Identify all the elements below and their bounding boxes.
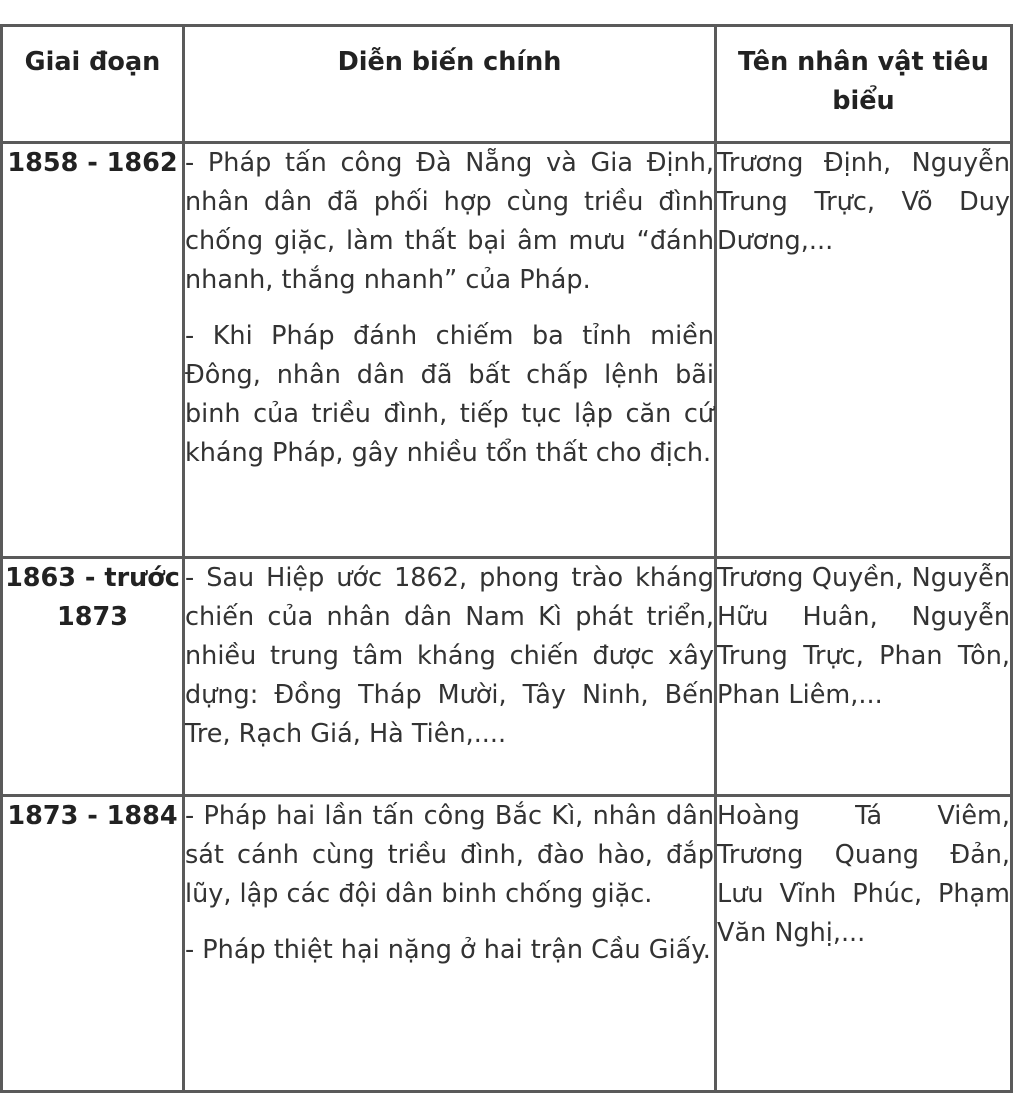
people-text: Hoàng Tá Viêm, Trương Quang Đản, Lưu Vĩnh Phúc, Phạm Văn Nghị,... [717, 801, 1010, 948]
events-cell [184, 558, 716, 796]
table-row [2, 796, 1012, 1092]
event-paragraph: - Pháp hai lần tấn công Bắc Kì, nhân dân sát cánh cùng triều đình, đào hào, đắp lũy, lập các đội dân binh chống giặc. [185, 801, 714, 909]
events-cell [184, 143, 716, 558]
people-text: Trương Quyền, Nguyễn Hữu Huân, Nguyễn Trung Trực, Phan Tôn, Phan Liêm,... [717, 563, 1010, 710]
header-events: Diễn biến chính [184, 26, 716, 143]
phase-cell: 1863 - trước 1873 [2, 558, 184, 796]
phase-cell: 1873 - 1884 [2, 796, 184, 1092]
header-people: Tên nhân vật tiêu biểu [716, 26, 1012, 143]
table-row [2, 143, 1012, 558]
history-table [0, 24, 1013, 1093]
event-paragraph: - Khi Pháp đánh chiếm ba tỉnh miền Đông, nhân dân đã bất chấp lệnh bãi binh của triều đình, tiếp tục lập căn cứ kháng Pháp, gây nhiều tổn thất cho địch. [185, 321, 714, 468]
event-paragraph: - Pháp thiệt hại nặng ở hai trận Cầu Giấy. [185, 935, 711, 965]
table-row [2, 558, 1012, 796]
people-cell [716, 143, 1012, 558]
event-paragraph: - Sau Hiệp ước 1862, phong trào kháng chiến của nhân dân Nam Kì phát triển, nhiều trung tâm kháng chiến được xây dựng: Đồng Tháp Mười, Tây Ninh, Bến Tre, Rạch Giá, Hà Tiên,.... [185, 563, 714, 749]
header-row [2, 26, 1012, 143]
events-cell [184, 796, 716, 1092]
people-text: Trương Định, Nguyễn Trung Trực, Võ Duy Dương,... [717, 148, 1010, 256]
event-paragraph: - Pháp tấn công Đà Nẵng và Gia Định, nhân dân đã phối hợp cùng triều đình chống giặc, làm thất bại âm mưu “đánh nhanh, thắng nhanh” của Pháp. [185, 148, 714, 295]
header-phase: Giai đoạn [2, 26, 184, 143]
phase-cell: 1858 - 1862 [2, 143, 184, 558]
people-cell [716, 558, 1012, 796]
people-cell [716, 796, 1012, 1092]
